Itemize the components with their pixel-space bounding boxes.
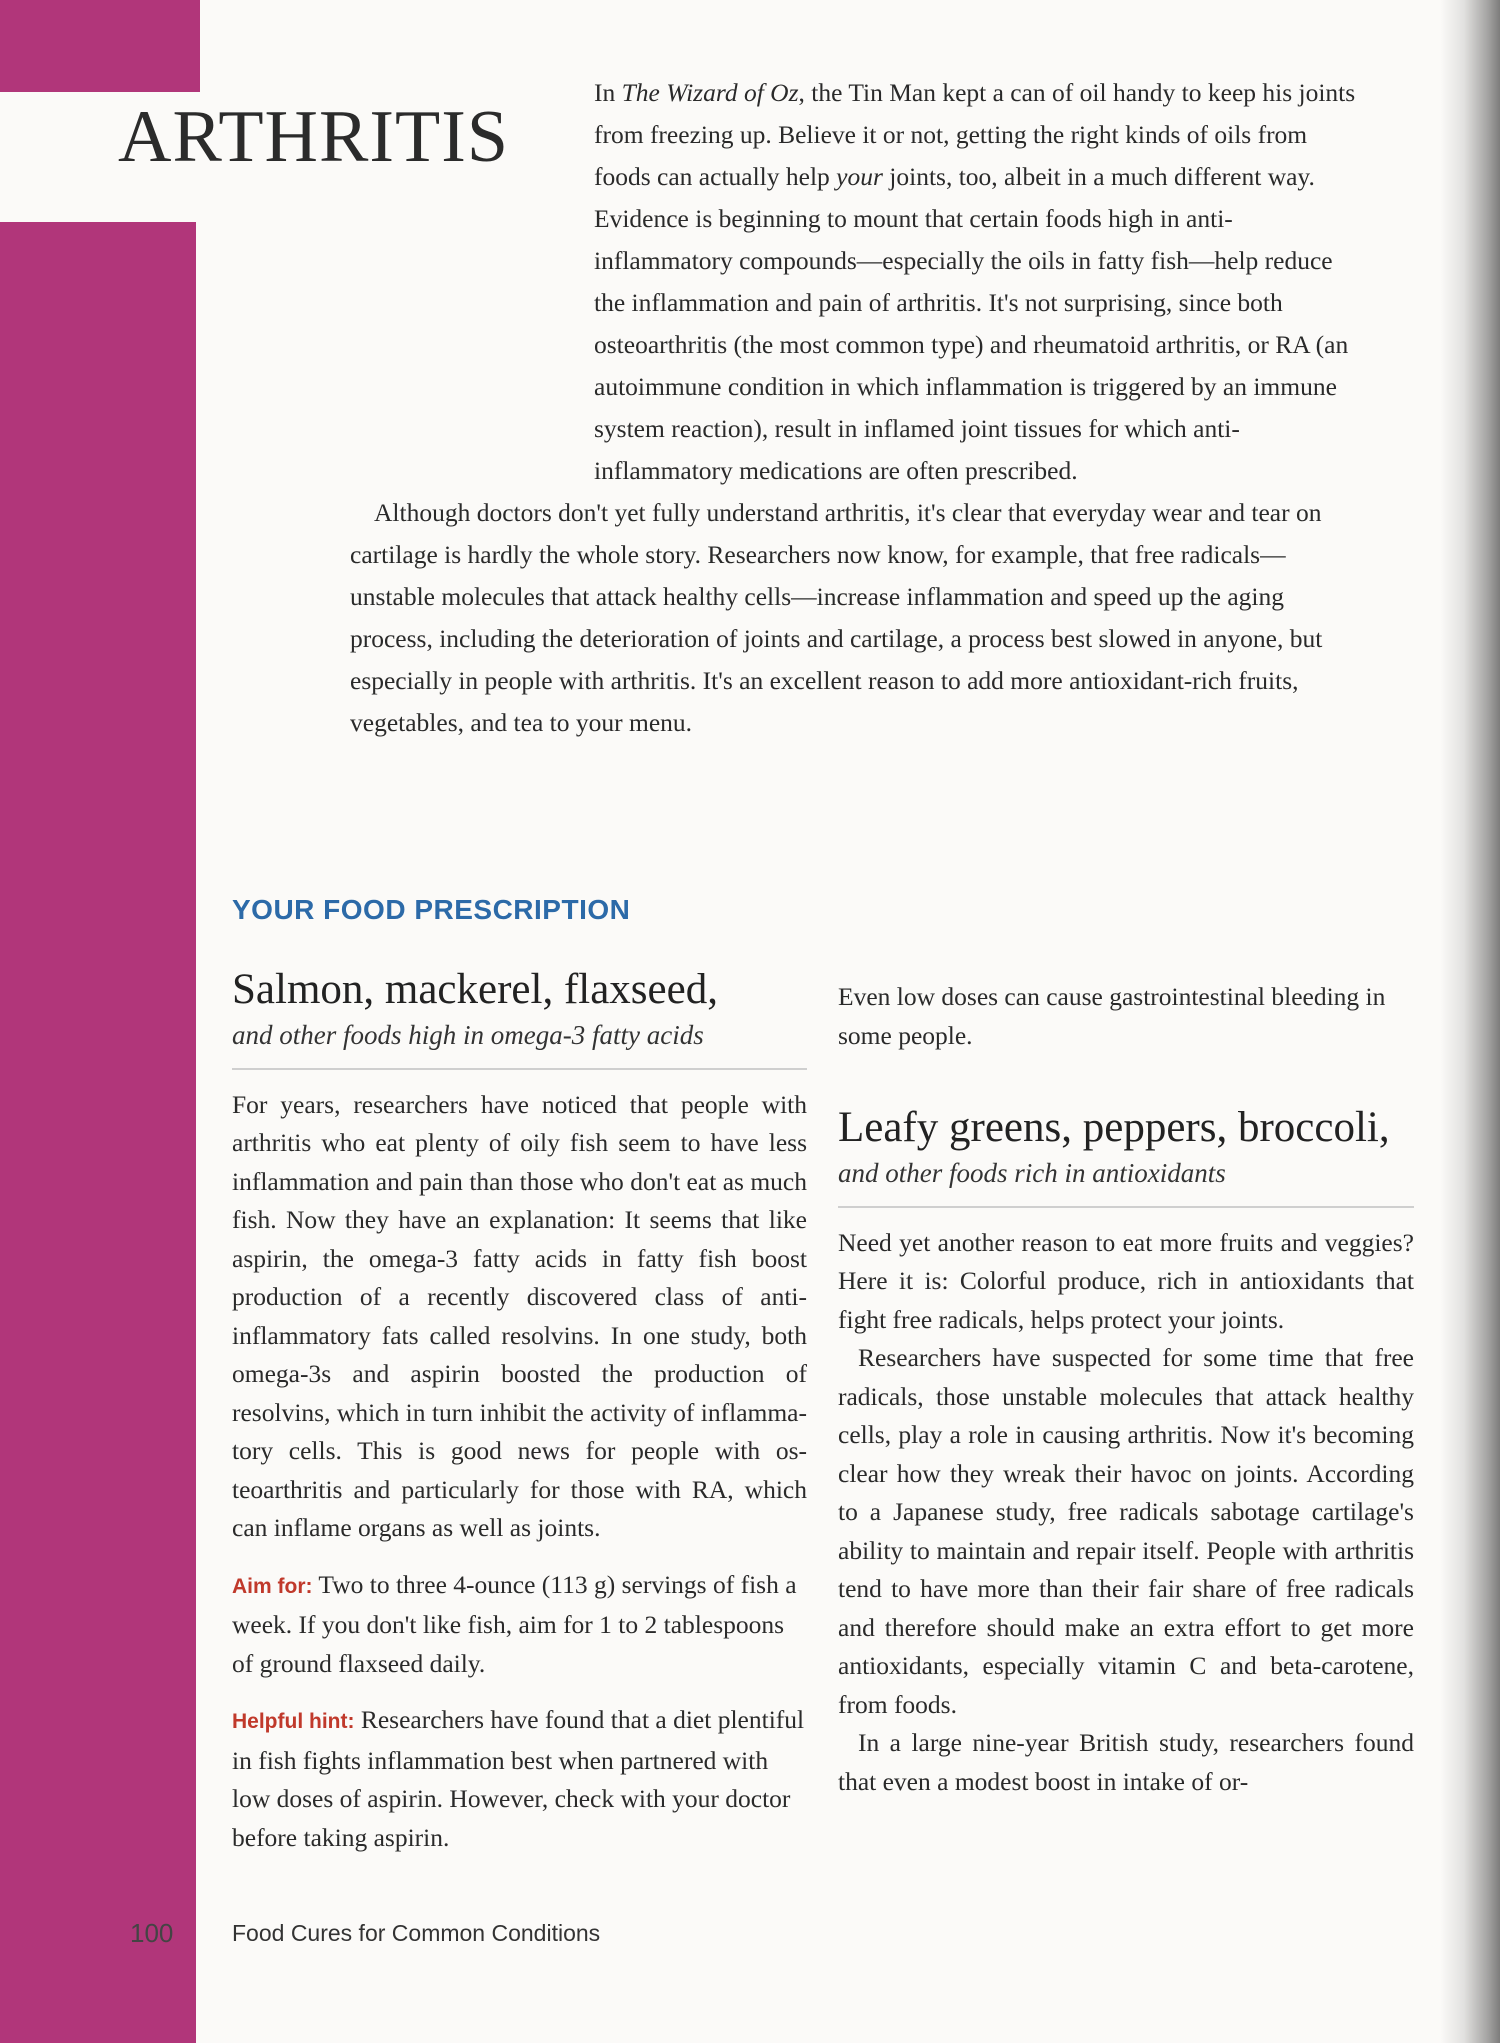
intro-paragraph-2: Although doctors don't yet fully understand arthritis, it's clear that everyday wear and tear on cartilage is hardly the whole story. Researchers now know, for example, that free radicals—unstable molecules that attack healthy cells—increase inflammation and speed up the aging process, including the deterioration of joints and cartilage, a process best slowed in anyone, but especially in people with arthritis. It's an excellent reason to add more antioxidant-rich fruits, vegetables, and tea to your menu. (350, 498, 1323, 737)
page-title: ARTHRITIS (118, 96, 509, 178)
helpful-hint-tip: Helpful hint: Researchers have found that a diet plentiful in fish fights inflammation best when partnered with low doses of aspirin. However, check with your doctor before taking aspirin. (232, 1705, 805, 1852)
aim-for-tip: Aim for: Two to three 4-ounce (113 g) servings of fish a week. If you don't like fish, aim for 1 to 2 tablespoons of ground flaxseed daily. (232, 1569, 797, 1678)
aim-for-label: Aim for: (232, 1574, 313, 1598)
left-subheading: and other foods high in omega-3 fatty acids (232, 1020, 704, 1051)
helpful-hint-label: Helpful hint: (232, 1710, 355, 1734)
magenta-sidebar (0, 222, 196, 2043)
running-title: Food Cures for Common Conditions (232, 1920, 601, 1946)
left-heading: Salmon, mackerel, flaxseed, (232, 966, 718, 1013)
right-heading: Leafy greens, peppers, broccoli, (838, 1104, 1390, 1151)
right-paragraph-3: In a large nine-year British study, researchers found that even a modest boost in intake of or- (838, 1728, 1414, 1796)
right-subheading: and other foods rich in antioxidants (838, 1158, 1226, 1189)
magenta-band-top (0, 0, 200, 92)
intro-paragraph-1: In The Wizard of Oz, the Tin Man kept a can of oil handy to keep his joints from freezing up. Believe it or not, getting the right kinds of oils from foods can actually help your joints, too, albeit in a much different way. Evidence is beginning to mount that certain foods high in anti-inflammatory compounds—especially the oils in fatty fish—help reduce the inflammation and pain of arthritis. It's not surprising, since both osteoarthritis (the most common type) and rheumatoid arthritis, or RA (an autoimmune condition in which inflammation is triggered by an immune system reaction), result in inflamed joint tissues for which anti-inflammatory medications are often prescribed. (594, 78, 1356, 485)
page-number: 100 (130, 1918, 174, 1948)
intro-text (350, 72, 1360, 744)
right-paragraph-1: Need yet another reason to eat more fruits and veggies? Here it is: Colorful produce, rich in antioxidants that fight free radicals, helps protect your joints. (838, 1227, 1414, 1334)
page-gutter-shadow (1440, 0, 1500, 2043)
left-rule (232, 1068, 807, 1070)
right-paragraph-2: Researchers have suspected for some time that free radicals, those unstable molecules that attack healthy cells, play a role in causing arthritis. Now it's becoming clear how they wreak their havoc on joints. According to a Japanese study, free radicals sabotage cartilage's ability to maintain and repair itself. People with arthritis tend to have more than their fair share of free radicals and therefore should make an extra effort to get more antioxidants, especially vitamin C and beta-carotene, from foods. (838, 1343, 1414, 1719)
left-column (232, 965, 807, 1857)
left-body: For years, researchers have noticed that people with arthritis who eat plenty of oily fish seem to have less inflammation and pain than those who don't eat as much fish. Now they have an explanation: It seems that like aspirin, the omega-3 fatty acids in fatty fish boost production of a recently discovered class of anti-inflammatory fats called resolvins. In one study, both omega-3s and aspirin boosted the production of resolvins, which in turn inhibit the activity of inflammatory cells. This is good news for people with osteoarthritis and particularly for those with RA, which can inflame organs as well as joints. (232, 1089, 807, 1543)
right-column (838, 978, 1414, 1801)
right-continued-text: Even low doses can cause gastrointestinal bleeding in some people. (838, 982, 1386, 1050)
right-rule (838, 1206, 1414, 1208)
section-heading: YOUR FOOD PRESCRIPTION (232, 894, 631, 925)
